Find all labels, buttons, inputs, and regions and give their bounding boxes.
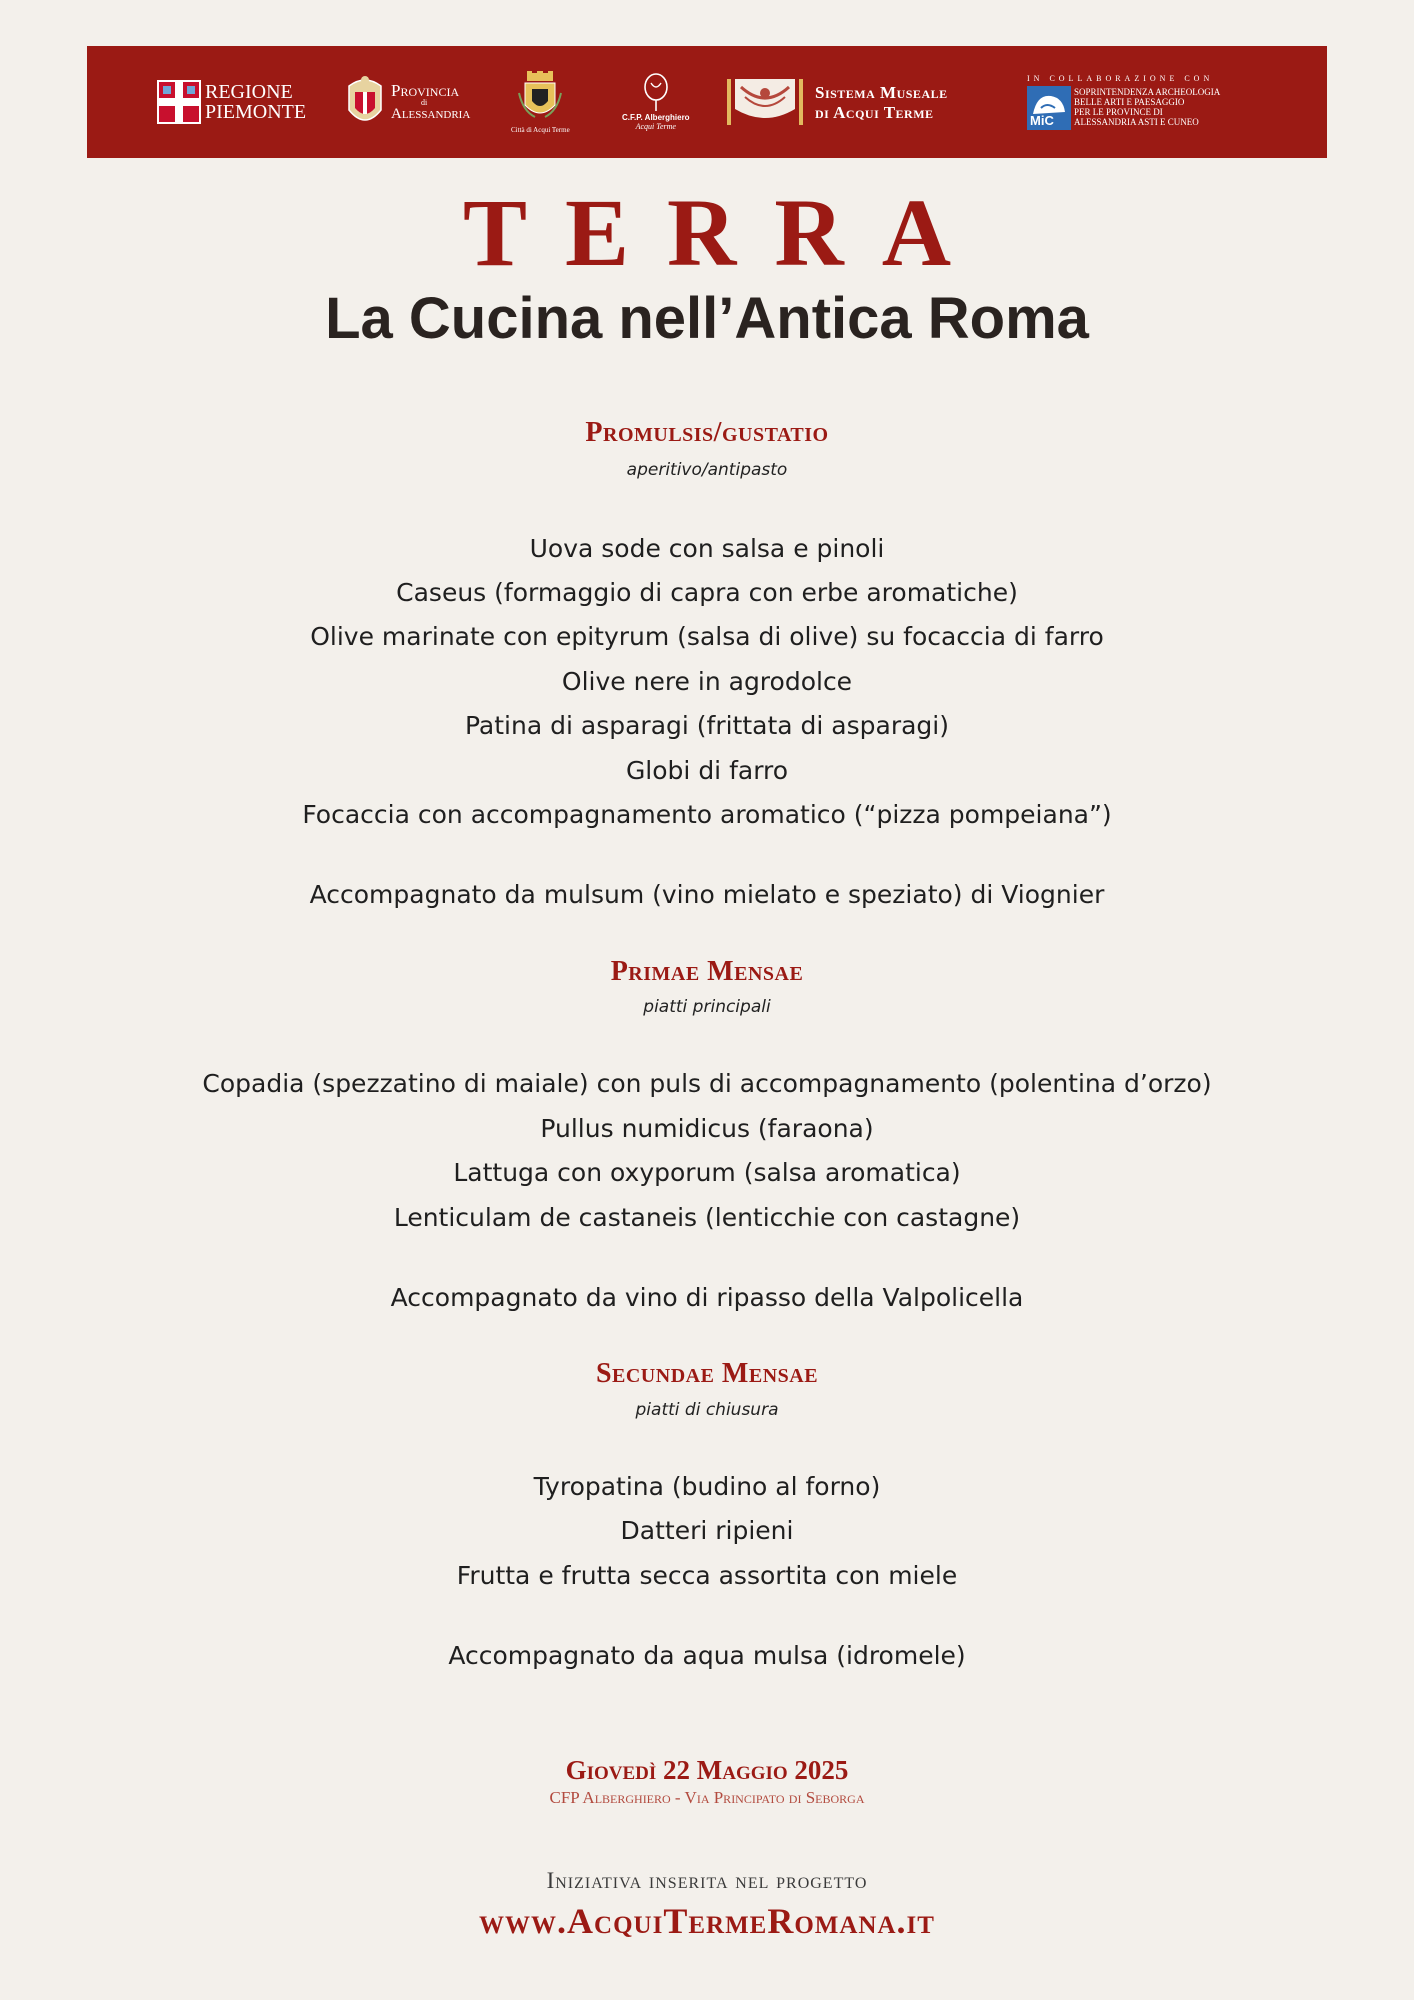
- museale-mosaic-icon: [727, 79, 803, 125]
- citta-crest-icon: [515, 71, 565, 123]
- collab-label: IN COLLABORAZIONE CON: [1027, 74, 1214, 83]
- mic-badge: [1027, 86, 1071, 130]
- section-title-promulsis: Promulsis/gustatio: [585, 417, 829, 448]
- sopr-line4: ALESSANDRIA ASTI E CUNEO: [1074, 116, 1199, 127]
- provincia-crest-icon: [345, 72, 385, 132]
- sistema-museale-logo: [727, 46, 948, 158]
- menu-item: Tyropatina (budino al forno): [533, 1472, 881, 1501]
- menu-item: Patina di asparagi (frittata di asparagi): [464, 711, 950, 740]
- provincia-line3: Alessandria: [391, 106, 471, 122]
- regione-flag-icon: [157, 80, 201, 124]
- initiative-label: Iniziativa inserita nel progetto: [546, 1868, 868, 1893]
- cfp-line1: C.F.P. Alberghiero: [622, 113, 690, 122]
- sopr-line1: SOPRINTENDENZA ARCHEOLOGIA: [1074, 87, 1221, 98]
- wine-pairing: Accompagnato da aqua mulsa (idromele): [448, 1641, 966, 1670]
- menu-item: Uova sode con salsa e pinoli: [529, 534, 885, 563]
- menu-item: Pullus numidicus (faraona): [540, 1114, 874, 1143]
- regione-line2: PIEMONTE: [205, 101, 307, 123]
- menu-item: Caseus (formaggio di capra con erbe aromatiche): [396, 578, 1018, 607]
- regione-line1: REGIONE: [205, 81, 293, 103]
- menu-item: Frutta e frutta secca assortita con miele: [456, 1561, 958, 1590]
- menu-item: Olive nere in agrodolce: [561, 667, 853, 696]
- event-date: Giovedì 22 Maggio 2025: [565, 1755, 849, 1785]
- wine-pairing: Accompagnato da vino di ripasso della Valpolicella: [390, 1283, 1024, 1312]
- menu-item: Lenticulam de castaneis (lenticchie con castagne): [393, 1203, 1021, 1232]
- section-subtitle-primae: piatti principali: [643, 997, 771, 1017]
- menu-item: Lattuga con oxyporum (salsa aromatica): [453, 1158, 961, 1187]
- provincia-line1: Provincia: [391, 81, 460, 100]
- menu-item: Globi di farro: [625, 756, 789, 785]
- citta-acqui-logo: [511, 46, 570, 158]
- section-subtitle-secundae: piatti di chiusura: [635, 1400, 779, 1420]
- regione-piemonte-logo: [157, 46, 306, 158]
- provincia-line2: di: [421, 98, 428, 107]
- sopr-line2: BELLE ARTI E PAESAGGIO: [1074, 97, 1185, 108]
- wine-pairing: Accompagnato da mulsum (vino mielato e speziato) di Viognier: [309, 880, 1105, 909]
- cfp-line2: Acqui Terme: [635, 122, 676, 131]
- event-venue: CFP Alberghiero - Via Principato di Seborga: [549, 1788, 865, 1807]
- page-subtitle: La Cucina nell’Antica Roma: [325, 286, 1089, 351]
- section-subtitle-promulsis: aperitivo/antipasto: [626, 460, 788, 480]
- cfp-alberghiero-logo: [622, 46, 690, 158]
- section-title-primae: Primae Mensae: [610, 956, 804, 987]
- page-title: TERRA: [462, 179, 990, 286]
- soprintendenza-logo: [1027, 46, 1220, 158]
- mic-label: MiC: [1030, 113, 1054, 128]
- partner-logos-banner: [87, 46, 1327, 158]
- museale-line1: Sistema Museale: [815, 82, 948, 102]
- menu-item: Datteri ripieni: [620, 1516, 794, 1545]
- provincia-alessandria-logo: [345, 46, 470, 158]
- sopr-line3: PER LE PROVINCE DI: [1074, 107, 1163, 117]
- menu-item: Focaccia con accompagnamento aromatico (“pizza pompeiana”): [302, 800, 1112, 829]
- menu-item: Copadia (spezzatino di maiale) con puls di accompagnamento (polentina d’orzo): [202, 1069, 1212, 1098]
- section-title-secundae: Secundae Mensae: [595, 1358, 819, 1389]
- website-link[interactable]: www.AcquiTermeRomana.it: [479, 1901, 935, 1941]
- museale-line2: di Acqui Terme: [815, 102, 934, 122]
- citta-caption: Città di Acqui Terme: [511, 125, 570, 134]
- cfp-spoon-icon: [639, 73, 673, 113]
- menu-item: Olive marinate con epityrum (salsa di olive) su focaccia di farro: [310, 622, 1104, 651]
